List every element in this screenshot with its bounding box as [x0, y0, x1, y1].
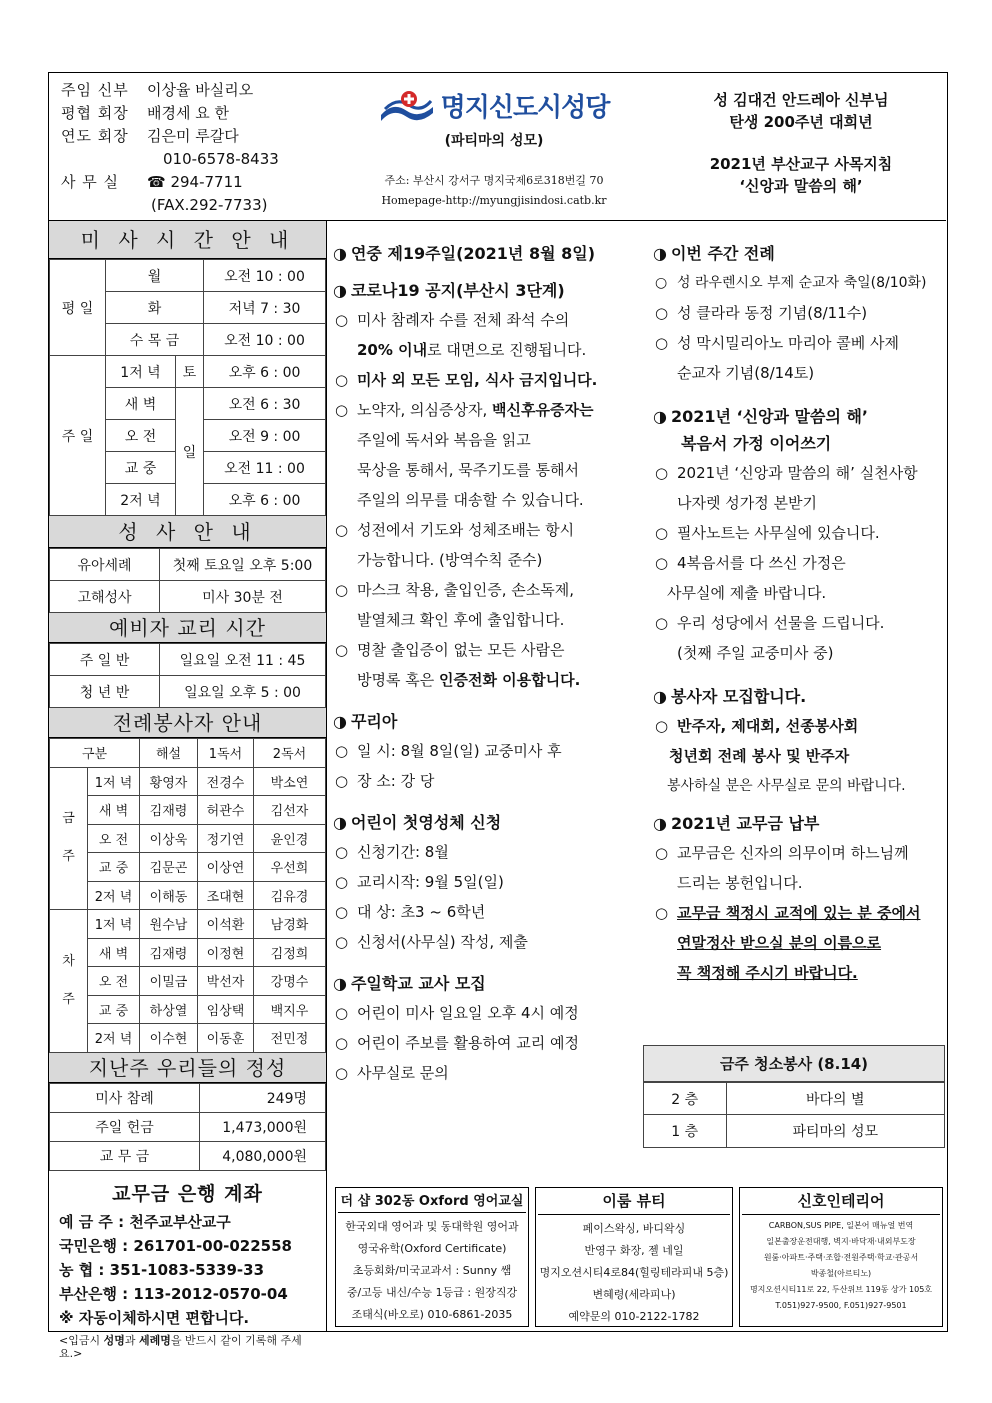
volunteer-heading: ◑ 봉사자 모집합니다. [653, 687, 807, 706]
table-row: 평 일 월 오전 10 : 00 [50, 260, 326, 292]
bank-nh: 농 협 : 351-1083-5339-33 [59, 1260, 265, 1279]
word-heading: ◑ 2021년 ‘신앙과 말씀의 해’ [653, 407, 869, 426]
table-row: 오 전 이밀금 박선자 강명수 [50, 967, 326, 996]
list-item: ○ 4복음서를 다 쓰신 가정은 [655, 554, 846, 572]
list-item: 나자렛 성가정 본받기 [677, 494, 817, 512]
list-item: ○ 미사 참례자 수를 전체 좌석 수의 [335, 311, 570, 329]
table-row: 2 층 바다의 별 [644, 1083, 944, 1115]
notices-right [653, 233, 945, 988]
bulletin-frame [48, 72, 948, 1360]
deposit-note: <입금시 성명과 세례명을 반드시 같이 기록해 주세요.> [59, 1333, 302, 1360]
church-logo-icon [379, 89, 435, 123]
sunday-label: 주 일 [50, 356, 106, 516]
table-row: 주 일 1저 녁 토 오후 6 : 00 [50, 356, 326, 388]
list-item: ○ 장 소: 강 당 [335, 772, 435, 790]
list-item: 묵상을 통해서, 묵주기도를 통해서 [357, 461, 579, 479]
jubilee-line-1: 성 김대건 안드레아 신부님 [713, 91, 889, 109]
mass-schedule-table [49, 259, 326, 516]
list-item: 방명록 혹은 인증전화 이용합니다. [357, 671, 581, 689]
list-item: ○ 반주자, 제대회, 선종봉사회 [655, 717, 859, 735]
list-item: 주일의 의무를 대송할 수 있습니다. [357, 491, 584, 509]
sacrament-title: 성 사 안 내 [49, 516, 326, 548]
list-item: 연말정산 받으실 분의 이름으로 [677, 934, 882, 952]
week-heading: ◑ 연중 제19주일(2021년 8월 8일) [333, 244, 596, 263]
teacher-heading: ◑ 주일학교 교사 모집 [333, 974, 486, 993]
bank-holder: 예 금 주 : 천주교부산교구 [59, 1212, 231, 1231]
catechism-title: 예비자 교리 시간 [49, 613, 326, 643]
church-homepage-link[interactable]: Homepage-http://myungjisindosi.catb.kr [381, 194, 607, 207]
half-circle-icon: ◑ [653, 687, 667, 706]
list-item: ○ 미사 외 모든 모임, 식사 금지입니다. [335, 371, 598, 389]
table-row: 화 저녁 7 : 30 [50, 292, 326, 324]
list-item: ○ 성 클라라 동정 기념(8/11수) [655, 304, 868, 322]
theme-line-2: ‘신앙과 말씀의 해’ [739, 177, 863, 195]
catechism-table [49, 643, 326, 708]
cleaning-schedule [643, 1045, 945, 1148]
church-title-block [339, 87, 649, 207]
list-item: ○ 필사노트는 사무실에 있습니다. [655, 524, 880, 542]
table-row: 주일 헌금 1,473,000원 [50, 1112, 326, 1141]
bank-title: 교무금 은행 계좌 [112, 1182, 263, 1205]
jubilee-line-2: 탄생 200주년 대희년 [729, 113, 873, 131]
church-address: 주소: 부산시 강서구 명지국제6로318번길 70 [384, 174, 604, 187]
table-row: 주 일 반 일요일 오전 11 : 45 [50, 644, 326, 676]
list-item: 사무실에 제출 바랍니다. [667, 584, 827, 602]
list-item: 순교자 기념(8/14토) [677, 364, 815, 382]
list-item: ○ 어린이 주보를 활용하여 교리 예정 [335, 1034, 579, 1052]
mass-schedule-title: 미 사 시 간 안 내 [49, 221, 326, 259]
staff-council: 평협 회장 배경세 요 한 [61, 104, 229, 122]
list-item: 꼭 책정해 주시기 바랍니다. [677, 964, 858, 982]
list-item: 드리는 봉헌입니다. [677, 874, 803, 892]
half-circle-icon: ◑ [333, 813, 347, 832]
kuria-heading: ◑ 꾸리아 [333, 712, 398, 731]
servers-table [49, 738, 326, 1053]
left-column [49, 221, 327, 1360]
bank-autopay-note: ※ 자동이체하시면 편합니다. [59, 1308, 250, 1327]
table-row: 2저 녁 오후 6 : 00 [50, 484, 326, 516]
table-row: 고해성사 미사 30분 전 [50, 581, 326, 613]
table-row: 금 주 1저 녁 황영자 전경수 박소연 [50, 767, 326, 796]
table-row: 청 년 반 일요일 오후 5 : 00 [50, 676, 326, 708]
list-item: 청년회 전례 봉사 및 반주자 [669, 747, 850, 765]
ad-beauty: 이룸 뷰티 페이스왁싱, 바디왁싱 반영구 화장, 젤 네일 명지오션시티4로84(힐링테라피내 5층) 변혜령(세라피나) 예약문의 010-2122-1782 [535, 1187, 733, 1327]
table-row: 오 전 이상욱 정기연 윤인경 [50, 824, 326, 853]
table-row: 교 중 오전 11 : 00 [50, 452, 326, 484]
church-name: 명지신도시성당 [440, 93, 610, 123]
table-row: 수 목 금 오전 10 : 00 [50, 324, 326, 356]
bank-kb: 국민은행 : 261701-00-022558 [59, 1236, 292, 1255]
fax-number: (FAX.292-7733) [151, 196, 268, 214]
table-row: 유아세례 첫째 토요일 오후 5:00 [50, 549, 326, 581]
list-item: ○ 사무실로 문의 [335, 1064, 449, 1082]
table-row: 1 층 파티마의 성모 [644, 1115, 944, 1147]
table-row: 교 중 김문곤 이상연 우선희 [50, 853, 326, 882]
dues-heading: ◑ 2021년 교무금 납부 [653, 814, 820, 833]
list-item: 봉사하실 분은 사무실로 문의 바랍니다. [667, 778, 906, 794]
list-item: ○ 명찰 출입증이 없는 모든 사람은 [335, 641, 565, 659]
half-circle-icon: ◑ [333, 712, 347, 731]
word-subheading: 복음서 가정 이어쓰기 [681, 434, 832, 453]
list-item: ○ 어린이 미사 일요일 오후 4시 예정 [335, 1004, 579, 1022]
list-item: ○ 우리 성당에서 선물을 드립니다. [655, 614, 885, 632]
staff-info [61, 79, 331, 217]
half-circle-icon: ◑ [333, 974, 347, 993]
servers-title: 전례봉사자 안내 [49, 708, 326, 738]
list-item: ○ 성전에서 기도와 성체조배는 항시 [335, 521, 575, 539]
offering-title: 지난주 우리들의 정성 [49, 1053, 326, 1083]
half-circle-icon: ◑ [653, 244, 667, 263]
table-row: 교 중 하상열 임상택 백지우 [50, 995, 326, 1024]
staff-district: 연도 회장 김은미 루갈다 [61, 127, 239, 145]
list-item: ○ 마스크 착용, 출입인증, 손소독제, [335, 581, 574, 599]
sacrament-table [49, 548, 326, 613]
staff-priest: 주임 신부 이상율 바실리오 [61, 81, 254, 99]
list-item: ○ 노약자, 의심증상자, 백신후유증자는 [335, 401, 594, 419]
list-item: 가능합니다. (방역수칙 준수) [357, 551, 543, 569]
list-item: ○ 교무금 책정시 교적에 있는 분 중에서 [655, 904, 921, 922]
covid-heading: ◑ 코로나19 공지(부산시 3단계) [333, 281, 565, 300]
list-item: ○ 신청서(사무실) 작성, 제출 [335, 933, 528, 951]
offering-table [49, 1083, 326, 1171]
list-item: ○ 신청기간: 8월 [335, 843, 449, 861]
communion-heading: ◑ 어린이 첫영성체 신청 [333, 813, 502, 832]
pastoral-theme [661, 89, 941, 197]
list-item: (첫째 주일 교중미사 중) [677, 644, 834, 662]
list-item: ○ 성 라우렌시오 부제 순교자 축일(8/10화) [655, 275, 927, 291]
table-row: 차 주 1저 녁 원수남 이석환 남경화 [50, 910, 326, 939]
church-logo-row [339, 87, 649, 124]
notices-middle [333, 233, 649, 1088]
this-week-label: 금 주 [50, 767, 88, 910]
table-row: 2저 녁 이해동 조대현 김유경 [50, 881, 326, 910]
bulletin-header [49, 73, 946, 221]
table-row: 교 무 금 4,080,000원 [50, 1141, 326, 1170]
table-row: 새 벽 김재령 허관수 김선자 [50, 796, 326, 825]
theme-line-1: 2021년 부산교구 사목지침 [709, 155, 893, 173]
half-circle-icon: ◑ [653, 407, 667, 426]
table-row: 새 벽 김재령 이정현 김정희 [50, 938, 326, 967]
cleaning-title: 금주 청소봉사 (8.14) [644, 1046, 944, 1082]
half-circle-icon: ◑ [653, 814, 667, 833]
list-item: ○ 2021년 ‘신앙과 말씀의 해’ 실천사항 [655, 464, 918, 482]
table-row: 오 전 오전 9 : 00 [50, 420, 326, 452]
weekday-label: 평 일 [50, 260, 106, 356]
list-item: ○ 교무금은 신자의 의무이며 하느님께 [655, 844, 909, 862]
ad-interior: 신호인테리어 CARBON,SUS PIPE, 일본어 매뉴얼 번역 일본출장운전대행, 벽지·바닥재·내외부도장 원룸·아파트·주택·조합·전원주택·학교·관공서 박종철(아르티노) 명지오션시티11로 22, 두산위브 119동 상가 105호 T.051)927-9500, F.051)927-9501 [739, 1187, 943, 1327]
cleaning-table [644, 1082, 944, 1147]
half-circle-icon: ◑ [333, 244, 347, 263]
list-item: ○ 교리시작: 9월 5일(일) [335, 873, 504, 891]
list-item: ○ 성 막시밀리아노 마리아 콜베 사제 [655, 334, 899, 352]
list-item: ○ 일 시: 8월 8일(일) 교중미사 후 [335, 742, 562, 760]
office-phone: 사 무 실 ☎ 294-7711 [61, 173, 243, 191]
table-row: 새 벽 일 오전 6 : 30 [50, 388, 326, 420]
list-item: 발열체크 확인 후에 출입합니다. [357, 611, 565, 629]
bank-accounts [49, 1171, 326, 1364]
church-patron: (파티마의 성모) [444, 133, 544, 149]
list-item: 20% 이내로 대면으로 진행됩니다. [357, 341, 587, 359]
table-row: 2저 녁 이수현 이동훈 전민정 [50, 1024, 326, 1053]
bank-busan: 부산은행 : 113-2012-0570-04 [59, 1284, 288, 1303]
ads-row [335, 1187, 943, 1327]
next-week-label: 차 주 [50, 910, 88, 1053]
mobile-phone: 010-6578-8433 [163, 150, 279, 168]
half-circle-icon: ◑ [333, 281, 347, 300]
list-item: ○ 대 상: 초3 ~ 6학년 [335, 903, 486, 921]
liturgy-heading: ◑ 이번 주간 전례 [653, 244, 775, 263]
ad-english-class: 더 샵 302동 Oxford 영어교실 한국외대 영어과 및 동대학원 영어과 영국유학(Oxford Certificate) 초등회화/미국교과서 : Sunny 쌤 중/고등 내신/수능 1등급 : 원장직강 조태식(바오로) 010-6861-2035 [335, 1187, 529, 1327]
table-row: 구분 해설 1독서 2독서 [50, 739, 326, 768]
list-item: 주일에 독서와 복음을 읽고 [357, 431, 531, 449]
table-row: 미사 참례 249명 [50, 1083, 326, 1112]
